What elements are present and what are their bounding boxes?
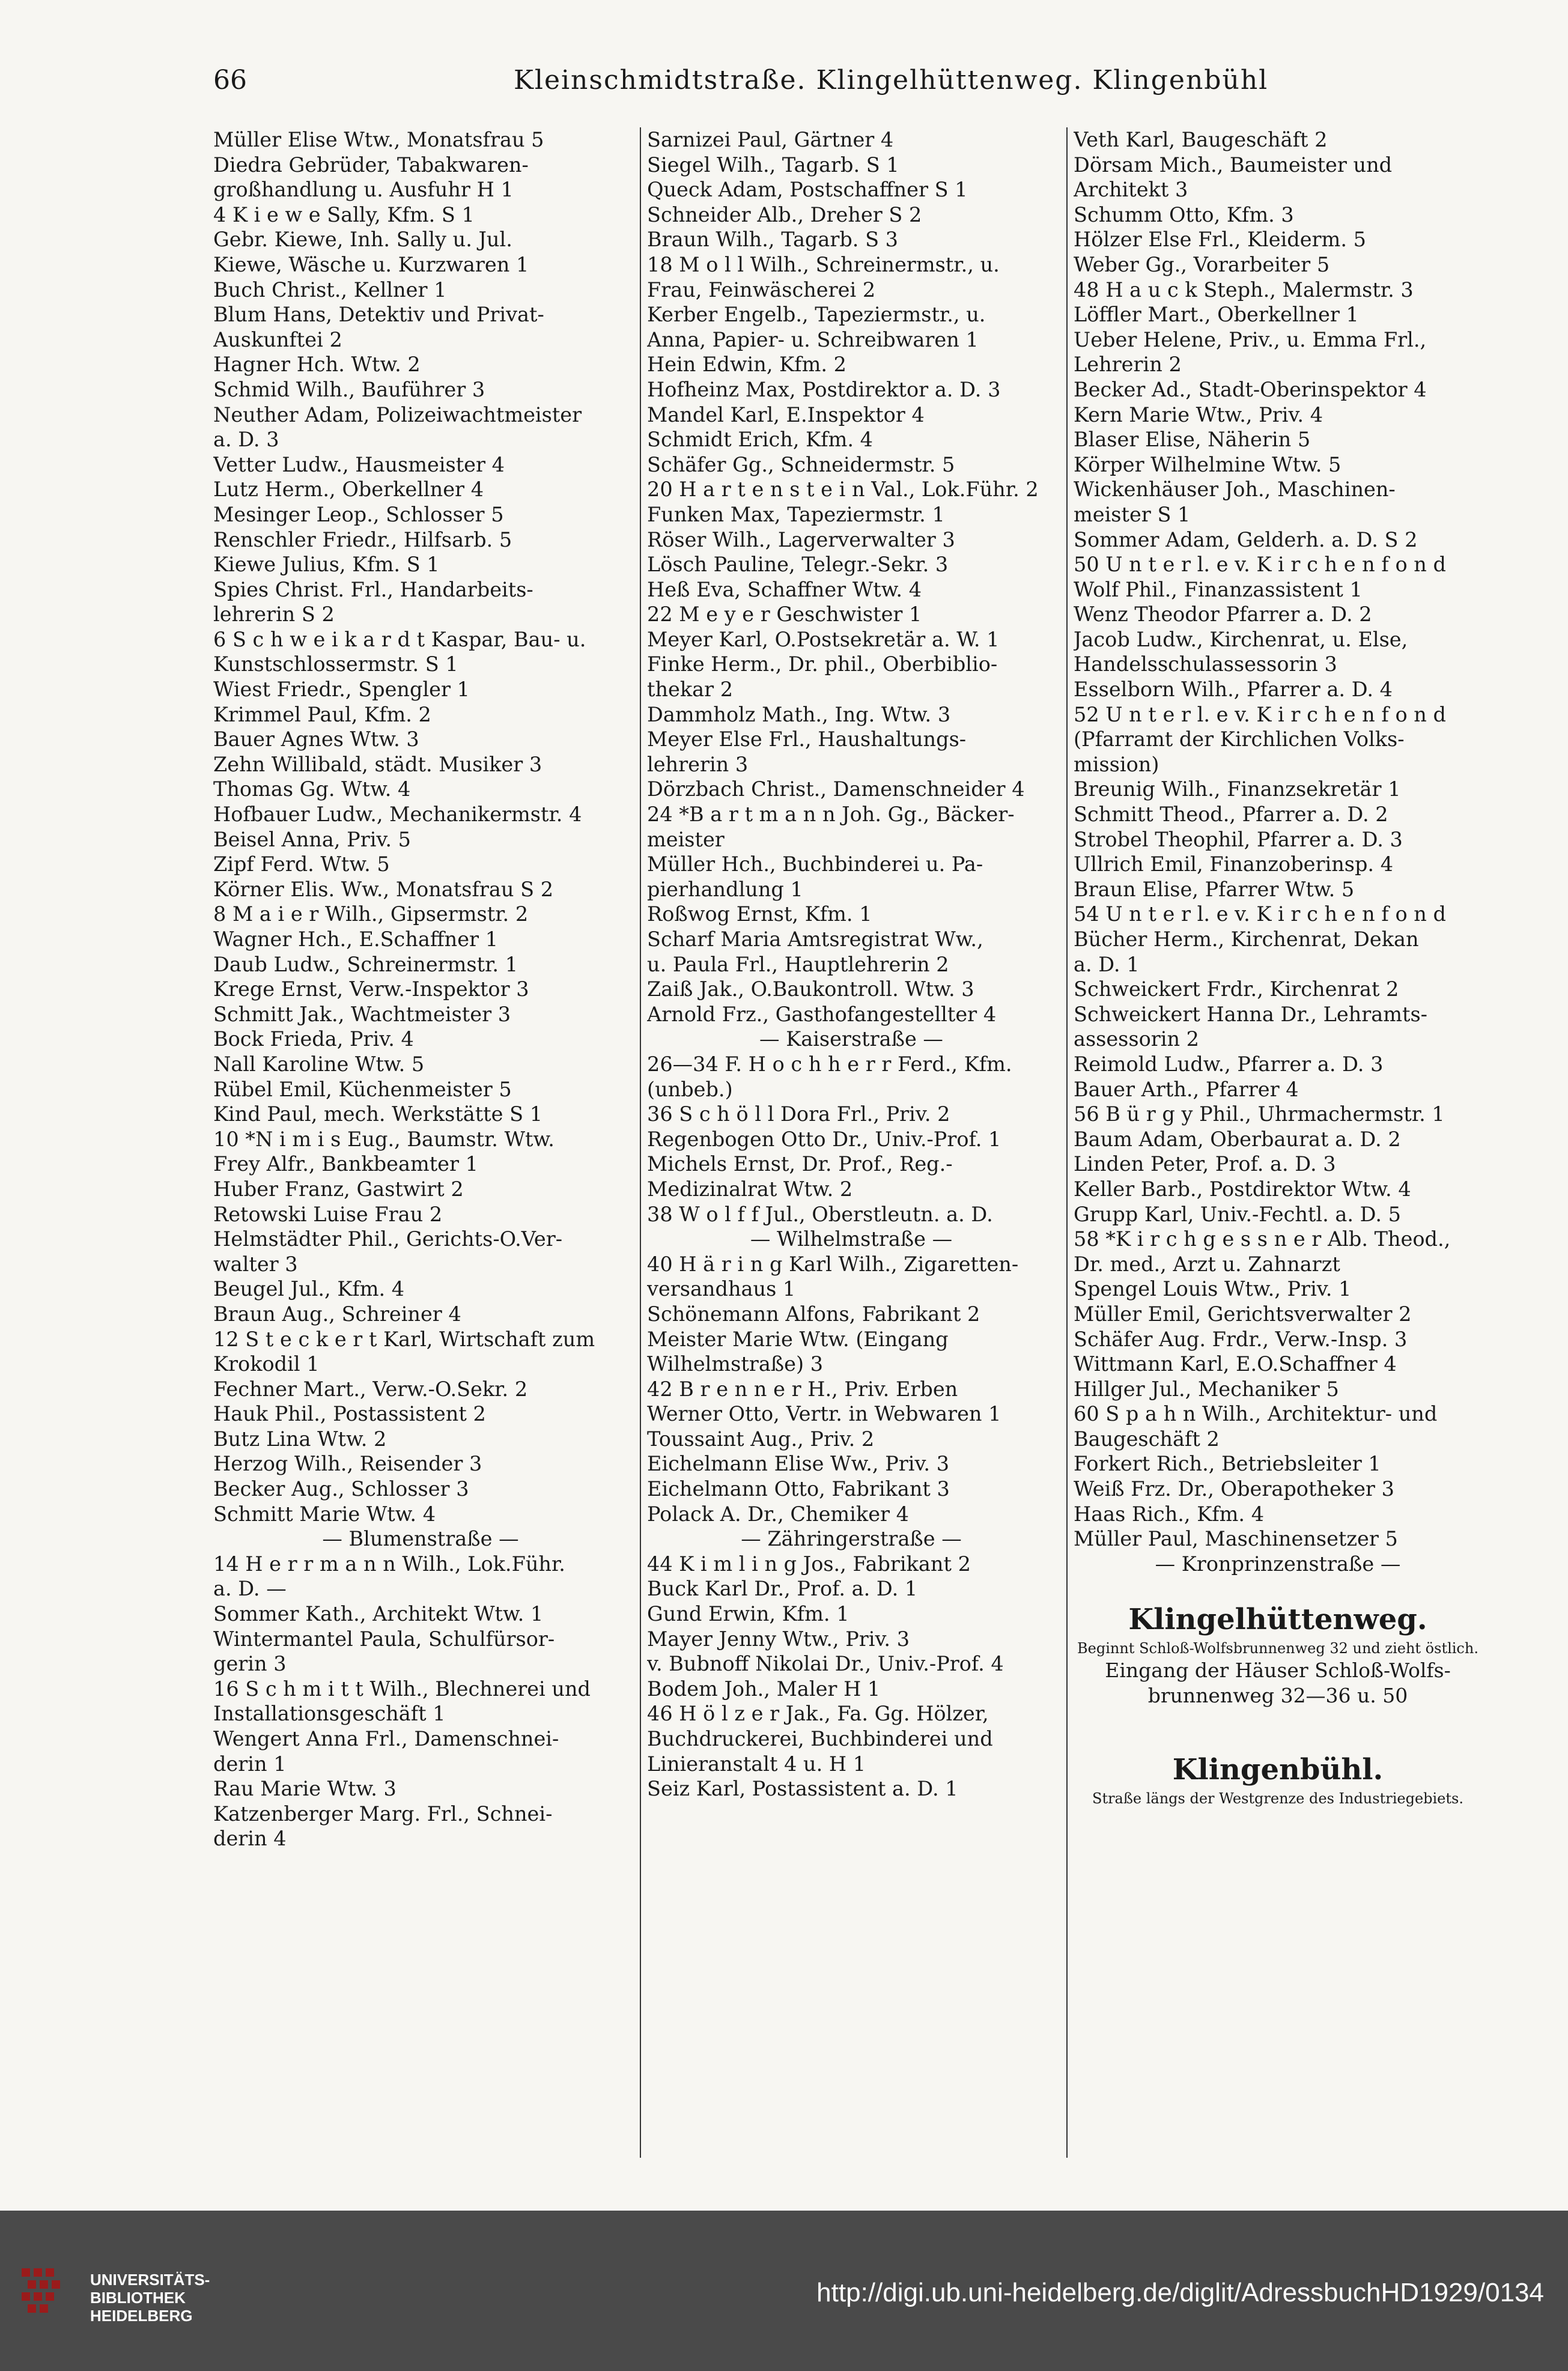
directory-entry: Scharf Maria Amtsregistrat Ww.,	[647, 927, 983, 951]
directory-entry: Mandel Karl, E.Inspektor 4	[647, 402, 925, 427]
directory-entry: Zehn Willibald, städt. Musiker 3	[213, 752, 542, 776]
directory-entry: Beugel Jul., Kfm. 4	[213, 1277, 405, 1301]
directory-entry: 24 *B a r t m a n n Joh. Gg., Bäcker-	[647, 803, 1015, 827]
directory-entry: walter 3	[213, 1252, 298, 1276]
directory-entry: Röser Wilh., Lagerverwalter 3	[647, 527, 955, 551]
directory-entry: Frey Alfr., Bankbeamter 1	[213, 1152, 478, 1176]
permalink-url[interactable]: http://digi.ub.uni-heidelberg.de/diglit/AdressbuchHD1929/0134	[816, 2278, 1544, 2307]
library-name-line-1: UNIVERSITÄTS-	[90, 2271, 210, 2289]
klingelhuettenweg-entrance-2: brunnenweg 32—36 u. 50	[1147, 1684, 1408, 1708]
directory-entry: Haas Rich., Kfm. 4	[1074, 1502, 1265, 1526]
directory-entry: meister	[647, 827, 725, 851]
directory-entry: Werner Otto, Vertr. in Webwaren 1	[647, 1402, 1001, 1426]
directory-entry: Daub Ludw., Schreinermstr. 1	[213, 952, 518, 976]
directory-entry: derin 4	[213, 1827, 287, 1851]
directory-entry: Huber Franz, Gastwirt 2	[213, 1177, 464, 1201]
directory-entry: Buch Christ., Kellner 1	[213, 278, 447, 302]
directory-entry: Wagner Hch., E.Schaffner 1	[213, 927, 499, 951]
directory-entry: Hein Edwin, Kfm. 2	[647, 353, 846, 377]
directory-entry: a. D. —	[213, 1577, 287, 1601]
directory-entry: Siegel Wilh., Tagarb. S 1	[647, 153, 899, 177]
directory-entry: a. D. 3	[213, 428, 279, 452]
directory-entry: Spies Christ. Frl., Handarbeits-	[213, 577, 533, 601]
directory-entry: Bücher Herm., Kirchenrat, Dekan	[1074, 927, 1419, 951]
klingelhuettenweg-title: Klingelhüttenweg.	[1128, 1603, 1427, 1637]
directory-entry: Nall Karoline Wtw. 5	[213, 1052, 425, 1076]
directory-entry: Zaiß Jak., O.Baukontroll. Wtw. 3	[647, 977, 974, 1001]
directory-entry: Müller Hch., Buchbinderei u. Pa-	[647, 852, 983, 876]
directory-entry: Schmid Wilh., Bauführer 3	[213, 377, 485, 401]
directory-entry: Frau, Feinwäscherei 2	[647, 278, 876, 302]
directory-entry: Dörzbach Christ., Damenschneider 4	[647, 777, 1025, 801]
directory-entry: Architekt 3	[1074, 178, 1188, 202]
directory-entry: 20 H a r t e n s t e i n Val., Lok.Führ. 2	[647, 478, 1039, 502]
directory-entry: Dörsam Mich., Baumeister und	[1074, 153, 1393, 177]
directory-entry: Becker Aug., Schlosser 3	[213, 1477, 469, 1501]
directory-entry: Lehrerin 2	[1074, 353, 1182, 377]
directory-entry: 52 U n t e r l. e v. K i r c h e n f o n d	[1074, 702, 1446, 726]
klingenbuehl-title: Klingenbühl.	[1172, 1753, 1384, 1787]
directory-entry: Roßwog Ernst, Kfm. 1	[647, 902, 872, 926]
directory-entry: Blum Hans, Detektiv und Privat-	[213, 303, 544, 327]
directory-entry: Sommer Adam, Gelderh. a. D. S 2	[1074, 527, 1418, 551]
directory-entry: 54 U n t e r l. e v. K i r c h e n f o n d	[1074, 902, 1446, 926]
directory-entry: 12 S t e c k e r t Karl, Wirtschaft zum	[213, 1327, 595, 1351]
directory-entry: 44 K i m l i n g Jos., Fabrikant 2	[647, 1552, 971, 1576]
directory-entry: Strobel Theophil, Pfarrer a. D. 3	[1074, 827, 1403, 851]
directory-entry: Hölzer Else Frl., Kleiderm. 5	[1074, 228, 1366, 252]
directory-entry: — Zähringerstraße —	[741, 1527, 962, 1551]
directory-entry: Blaser Elise, Näherin 5	[1074, 428, 1311, 452]
directory-entry: Forkert Rich., Betriebsleiter 1	[1074, 1452, 1381, 1476]
directory-entry: Schäfer Aug. Frdr., Verw.-Insp. 3	[1074, 1327, 1408, 1351]
directory-entry: Fechner Mart., Verw.-O.Sekr. 2	[213, 1377, 528, 1401]
directory-entry: Meyer Karl, O.Postsekretär a. W. 1	[647, 627, 1000, 651]
directory-entry: derin 1	[213, 1752, 287, 1776]
directory-entry: Michels Ernst, Dr. Prof., Reg.-	[647, 1152, 953, 1176]
page-number: 66	[213, 65, 247, 96]
directory-entry: Meyer Else Frl., Haushaltungs-	[647, 727, 967, 751]
directory-entry: — Kronprinzenstraße —	[1155, 1552, 1401, 1576]
directory-entry: Schweickert Frdr., Kirchenrat 2	[1074, 977, 1399, 1001]
klingelhuettenweg-entrance-1: Eingang der Häuser Schloß-Wolfs-	[1105, 1659, 1451, 1683]
directory-entry: Wilhelmstraße) 3	[647, 1352, 824, 1376]
directory-entry: Krege Ernst, Verw.-Inspektor 3	[213, 977, 529, 1001]
directory-entry: Sommer Kath., Architekt Wtw. 1	[213, 1602, 544, 1626]
directory-entry: assessorin 2	[1074, 1027, 1199, 1051]
directory-entry: (unbeb.)	[647, 1077, 733, 1101]
directory-entry: Kerber Engelb., Tapeziermstr., u.	[647, 303, 986, 327]
directory-entry: Wickenhäuser Joh., Maschinen-	[1074, 478, 1396, 502]
directory-entry: v. Bubnoff Nikolai Dr., Univ.-Prof. 4	[647, 1652, 1004, 1676]
directory-entry: Zipf Ferd. Wtw. 5	[213, 852, 390, 876]
column-2	[640, 127, 1056, 2158]
directory-entry: Müller Paul, Maschinensetzer 5	[1074, 1527, 1398, 1551]
directory-entry: Hauk Phil., Postassistent 2	[213, 1402, 486, 1426]
directory-entry: Thomas Gg. Wtw. 4	[213, 777, 411, 801]
directory-entry: Bauer Arth., Pfarrer 4	[1074, 1077, 1299, 1101]
directory-entry: Müller Elise Wtw., Monatsfrau 5	[213, 128, 544, 151]
directory-entry: Buck Karl Dr., Prof. a. D. 1	[647, 1577, 918, 1601]
directory-entry: 36 S c h ö l l Dora Frl., Priv. 2	[647, 1102, 950, 1126]
directory-entry: 4 K i e w e Sally, Kfm. S 1	[213, 202, 475, 226]
directory-entry: Löffler Mart., Oberkellner 1	[1074, 303, 1359, 327]
directory-entry: Schmitt Marie Wtw. 4	[213, 1502, 436, 1526]
directory-entry: Lösch Pauline, Telegr.-Sekr. 3	[647, 553, 949, 577]
directory-entry: Spengel Louis Wtw., Priv. 1	[1074, 1277, 1352, 1301]
directory-entry: Reimold Ludw., Pfarrer a. D. 3	[1074, 1052, 1384, 1076]
directory-entry: Jacob Ludw., Kirchenrat, u. Else,	[1074, 627, 1408, 651]
directory-entry: Rübel Emil, Küchenmeister 5	[213, 1077, 512, 1101]
directory-entry: 58 *K i r c h g e s s n e r Alb. Theod.,	[1074, 1227, 1451, 1251]
directory-entry: Arnold Frz., Gasthofangestellter 4	[647, 1002, 997, 1026]
directory-entry: Herzog Wilh., Reisender 3	[213, 1452, 482, 1476]
directory-entry: 8 M a i e r Wilh., Gipsermstr. 2	[213, 902, 529, 926]
directory-entry: Kiewe Julius, Kfm. S 1	[213, 553, 440, 577]
directory-entry: Hagner Hch. Wtw. 2	[213, 353, 421, 377]
klingenbuehl-note: Straße längs der Westgrenze des Industriegebiets.	[1092, 1790, 1463, 1808]
directory-entry: Neuther Adam, Polizeiwachtmeister	[213, 402, 582, 427]
directory-entry: Seiz Karl, Postassistent a. D. 1	[647, 1777, 958, 1801]
directory-entry: Lutz Herm., Oberkellner 4	[213, 478, 484, 502]
directory-entry: Wolf Phil., Finanzassistent 1	[1074, 577, 1363, 601]
directory-entry: Helmstädter Phil., Gerichts-O.Ver-	[213, 1227, 563, 1251]
directory-entry: Vetter Ludw., Hausmeister 4	[213, 452, 505, 476]
directory-entry: meister S 1	[1074, 502, 1191, 526]
directory-entry: pierhandlung 1	[647, 877, 803, 901]
directory-entry: Funken Max, Tapeziermstr. 1	[647, 502, 945, 526]
directory-entry: Müller Emil, Gerichtsverwalter 2	[1074, 1302, 1412, 1326]
directory-entry: 6 S c h w e i k a r d t Kaspar, Bau- u.	[213, 627, 586, 651]
directory-entry: Schmitt Jak., Wachtmeister 3	[213, 1002, 511, 1026]
directory-entry: 18 M o l l Wilh., Schreinermstr., u.	[647, 252, 1000, 276]
directory-entry: Dr. med., Arzt u. Zahnarzt	[1074, 1252, 1340, 1276]
directory-entry: mission)	[1074, 752, 1159, 776]
directory-entry: gerin 3	[213, 1652, 287, 1676]
column-1	[213, 127, 628, 2158]
directory-entry: Eichelmann Elise Ww., Priv. 3	[647, 1452, 950, 1476]
directory-entry: Mayer Jenny Wtw., Priv. 3	[647, 1627, 910, 1651]
column-3-entries	[1074, 127, 1482, 1576]
directory-entry: 50 U n t e r l. e v. K i r c h e n f o n d	[1074, 553, 1446, 577]
directory-entry: Schmitt Theod., Pfarrer a. D. 2	[1074, 803, 1388, 827]
directory-entry: Weber Gg., Vorarbeiter 5	[1074, 252, 1330, 276]
directory-entry: Renschler Friedr., Hilfsarb. 5	[213, 527, 512, 551]
directory-entry: a. D. 1	[1074, 952, 1140, 976]
directory-entry: Baugeschäft 2	[1074, 1427, 1220, 1451]
directory-entry: 56 B ü r g y Phil., Uhrmachermstr. 1	[1074, 1102, 1445, 1126]
directory-entry: Eichelmann Otto, Fabrikant 3	[647, 1477, 950, 1501]
directory-entry: Regenbogen Otto Dr., Univ.-Prof. 1	[647, 1127, 1001, 1151]
directory-entry: Körper Wilhelmine Wtw. 5	[1074, 452, 1342, 476]
directory-entry: Meister Marie Wtw. (Eingang	[647, 1327, 949, 1351]
directory-entry: Mesinger Leop., Schlosser 5	[213, 502, 504, 526]
directory-entry: Keller Barb., Postdirektor Wtw. 4	[1074, 1177, 1411, 1201]
library-name-line-3: HEIDELBERG	[90, 2307, 193, 2325]
directory-entry: lehrerin 3	[647, 752, 749, 776]
directory-entry: Polack A. Dr., Chemiker 4	[647, 1502, 909, 1526]
directory-entry: 14 H e r r m a n n Wilh., Lok.Führ.	[213, 1552, 565, 1576]
directory-entry: Linden Peter, Prof. a. D. 3	[1074, 1152, 1336, 1176]
directory-entry: 38 W o l f f Jul., Oberstleutn. a. D.	[647, 1202, 993, 1226]
directory-entry: Heß Eva, Schaffner Wtw. 4	[647, 577, 922, 601]
directory-entry: Körner Elis. Ww., Monatsfrau S 2	[213, 877, 554, 901]
directory-entry: Dammholz Math., Ing. Wtw. 3	[647, 702, 951, 726]
directory-entry: Wiest Friedr., Spengler 1	[213, 678, 470, 702]
page-header	[213, 60, 1355, 108]
directory-entry: 16 S c h m i t t Wilh., Blechnerei und	[213, 1677, 591, 1701]
directory-entry: 46 H ö l z e r Jak., Fa. Gg. Hölzer,	[647, 1702, 989, 1726]
library-name	[90, 2271, 210, 2325]
directory-entry: Retowski Luise Frau 2	[213, 1202, 443, 1226]
directory-entry: Gebr. Kiewe, Inh. Sally u. Jul.	[213, 228, 512, 252]
directory-entry: Rau Marie Wtw. 3	[213, 1777, 397, 1801]
directory-entry: Breunig Wilh., Finanzsekretär 1	[1074, 777, 1401, 801]
directory-entry: Beisel Anna, Priv. 5	[213, 827, 411, 851]
directory-entry: 40 H ä r i n g Karl Wilh., Zigaretten-	[647, 1252, 1019, 1276]
directory-entry: Kind Paul, mech. Werkstätte S 1	[213, 1102, 543, 1126]
directory-entry: Braun Aug., Schreiner 4	[213, 1302, 461, 1326]
directory-entry: Bodem Joh., Maler H 1	[647, 1677, 881, 1701]
directory-entry: Schäfer Gg., Schneidermstr. 5	[647, 452, 955, 476]
directory-entry: 42 B r e n n e r H., Priv. Erben	[647, 1377, 958, 1401]
directory-entry: Toussaint Aug., Priv. 2	[647, 1427, 875, 1451]
directory-entry: Handelsschulassessorin 3	[1074, 652, 1337, 676]
running-title: Kleinschmidtstraße. Klingelhüttenweg. Klingenbühl	[514, 65, 1269, 96]
directory-entry: Esselborn Wilh., Pfarrer a. D. 4	[1074, 678, 1393, 702]
directory-entry: 10 *N i m i s Eug., Baumstr. Wtw.	[213, 1127, 555, 1151]
directory-entry: Finke Herm., Dr. phil., Oberbiblio-	[647, 652, 998, 676]
directory-entry: Baum Adam, Oberbaurat a. D. 2	[1074, 1127, 1401, 1151]
directory-entry: Auskunftei 2	[213, 327, 342, 351]
directory-entry: Braun Wilh., Tagarb. S 3	[647, 228, 898, 252]
directory-entry: Hillger Jul., Mechaniker 5	[1074, 1377, 1339, 1401]
directory-entry: großhandlung u. Ausfuhr H 1	[213, 178, 514, 202]
klingelhuettenweg-note: Beginnt Schloß-Wolfsbrunnenweg 32 und zieht östlich.	[1077, 1640, 1478, 1657]
directory-entry: Schönemann Alfons, Fabrikant 2	[647, 1302, 980, 1326]
directory-entry: 26—34 F. H o c h h e r r Ferd., Kfm.	[647, 1052, 1012, 1076]
directory-entry: — Wilhelmstraße —	[750, 1227, 953, 1251]
directory-entry: Ueber Helene, Priv., u. Emma Frl.,	[1074, 327, 1427, 351]
directory-entry: Anna, Papier- u. Schreibwaren 1	[647, 327, 979, 351]
directory-entry: Linieranstalt 4 u. H 1	[647, 1752, 866, 1776]
directory-entry: lehrerin S 2	[213, 603, 335, 627]
footer-bar	[0, 2211, 1568, 2371]
directory-entry: Butz Lina Wtw. 2	[213, 1427, 387, 1451]
directory-entry: Hofbauer Ludw., Mechanikermstr. 4	[213, 803, 582, 827]
directory-entry: Installationsgeschäft 1	[213, 1702, 446, 1726]
directory-entry: Bock Frieda, Priv. 4	[213, 1027, 414, 1051]
directory-entry: Schmidt Erich, Kfm. 4	[647, 428, 873, 452]
directory-entry: Veth Karl, Baugeschäft 2	[1074, 128, 1328, 151]
directory-entry: Kern Marie Wtw., Priv. 4	[1074, 402, 1323, 427]
directory-entry: Diedra Gebrüder, Tabakwaren-	[213, 153, 529, 177]
directory-entry: Weiß Frz. Dr., Oberapotheker 3	[1074, 1477, 1394, 1501]
directory-entry: 48 H a u c k Steph., Malermstr. 3	[1074, 278, 1414, 302]
directory-entry: versandhaus 1	[647, 1277, 796, 1301]
directory-entry: — Kaiserstraße —	[759, 1027, 943, 1051]
directory-entry: — Blumenstraße —	[322, 1527, 519, 1551]
directory-entry: Medizinalrat Wtw. 2	[647, 1177, 853, 1201]
directory-entry: Gund Erwin, Kfm. 1	[647, 1602, 849, 1626]
directory-entry: Schumm Otto, Kfm. 3	[1074, 202, 1294, 226]
directory-entry: 60 S p a h n Wilh., Architektur- und	[1074, 1402, 1438, 1426]
directory-entry: Braun Elise, Pfarrer Wtw. 5	[1074, 877, 1355, 901]
directory-entry: Krimmel Paul, Kfm. 2	[213, 702, 431, 726]
directory-entry: Bauer Agnes Wtw. 3	[213, 727, 419, 751]
directory-entry: Queck Adam, Postschaffner S 1	[647, 178, 968, 202]
directory-entry: Becker Ad., Stadt-Oberinspektor 4	[1074, 377, 1427, 401]
directory-entry: Krokodil 1	[213, 1352, 320, 1376]
directory-entry: Wintermantel Paula, Schulfürsor-	[213, 1627, 555, 1651]
directory-entry: Schweickert Hanna Dr., Lehramts-	[1074, 1002, 1427, 1026]
directory-entry: Ullrich Emil, Finanzoberinsp. 4	[1074, 852, 1394, 876]
directory-entry: 22 M e y e r Geschwister 1	[647, 603, 922, 627]
directory-entry: Hofheinz Max, Postdirektor a. D. 3	[647, 377, 1001, 401]
directory-entry: Sarnizei Paul, Gärtner 4	[647, 128, 894, 151]
directory-entry: Buchdruckerei, Buchbinderei und	[647, 1727, 993, 1750]
directory-entry: Wittmann Karl, E.O.Schaffner 4	[1074, 1352, 1397, 1376]
directory-entry: Wenz Theodor Pfarrer a. D. 2	[1074, 603, 1372, 627]
directory-entry: u. Paula Frl., Hauptlehrerin 2	[647, 952, 949, 976]
column-3	[1066, 127, 1482, 2158]
directory-entry: Kiewe, Wäsche u. Kurzwaren 1	[213, 252, 529, 276]
directory-entry: Schneider Alb., Dreher S 2	[647, 202, 922, 226]
directory-entry: thekar 2	[647, 678, 734, 702]
directory-entry: Katzenberger Marg. Frl., Schnei-	[213, 1802, 553, 1826]
directory-entry: Wengert Anna Frl., Damenschnei-	[213, 1727, 559, 1750]
directory-entry: (Pfarramt der Kirchlichen Volks-	[1074, 727, 1405, 751]
university-library-logo-icon	[18, 2265, 78, 2325]
directory-entry: Kunstschlossermstr. S 1	[213, 652, 458, 676]
directory-entry: Grupp Karl, Univ.-Fechtl. a. D. 5	[1074, 1202, 1401, 1226]
library-name-line-2: BIBLIOTHEK	[90, 2289, 186, 2307]
